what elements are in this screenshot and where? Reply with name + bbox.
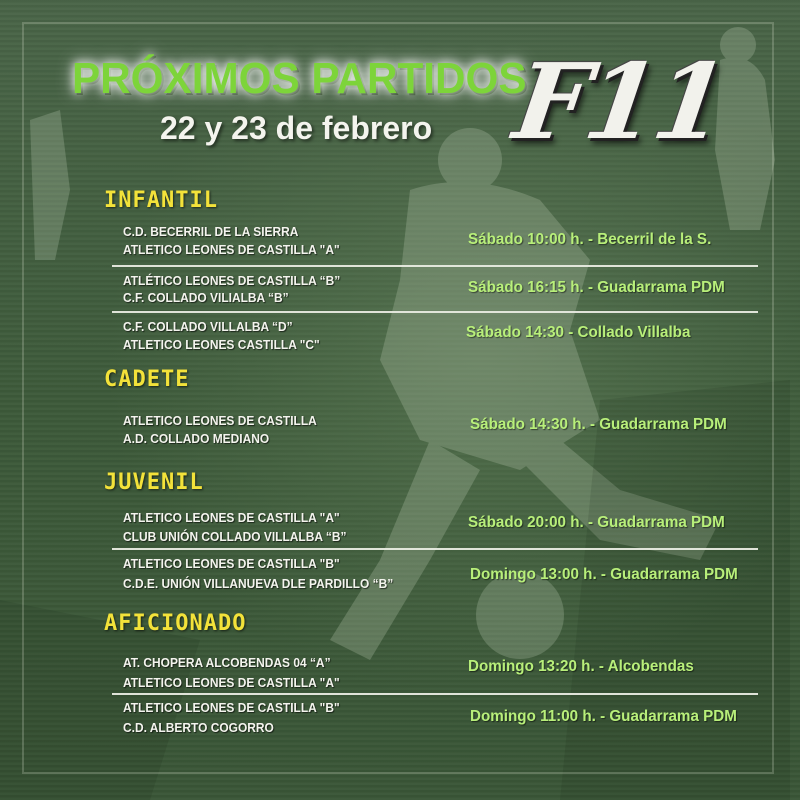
- match-away-team: C.D. ALBERTO COGORRO: [123, 720, 274, 735]
- match-info: Sábado 10:00 h. - Becerril de la S.: [468, 231, 712, 248]
- match-home-team: ATLETICO LEONES DE CASTILLA "A": [123, 510, 340, 525]
- match-date: 22 y 23 de febrero: [160, 110, 433, 146]
- match-info: Domingo 13:20 h. - Alcobendas: [468, 658, 694, 675]
- match-away-team: A.D. COLLADO MEDIANO: [123, 431, 270, 446]
- match-home-team: ATLETICO LEONES DE CASTILLA: [123, 413, 317, 428]
- match-away-team: C.D.E. UNIÓN VILLANUEVA DLE PARDILLO “B”: [123, 576, 394, 591]
- category-aficionado: AFICIONADO: [104, 611, 247, 636]
- match-away-team: ATLETICO LEONES DE CASTILLA "A": [123, 675, 340, 690]
- match-separator: [112, 548, 758, 550]
- match-info: Sábado 20:00 h. - Guadarrama PDM: [468, 514, 725, 531]
- match-separator: [112, 311, 758, 313]
- match-separator: [112, 265, 758, 267]
- match-home-team: ATLETICO LEONES DE CASTILLA "B": [123, 556, 340, 571]
- match-info: Domingo 13:00 h. - Guadarrama PDM: [470, 566, 738, 583]
- match-home-team: ATLÉTICO LEONES DE CASTILLA “B”: [123, 273, 341, 288]
- match-away-team: C.F. COLLADO VILIALBA “B”: [123, 290, 289, 305]
- category-cadete: CADETE: [104, 367, 190, 392]
- match-home-team: ATLETICO LEONES DE CASTILLA "B": [123, 700, 340, 715]
- category-infantil: INFANTIL: [104, 188, 218, 213]
- match-away-team: CLUB UNIÓN COLLADO VILLALBA “B”: [123, 529, 347, 544]
- match-info: Sábado 16:15 h. - Guadarrama PDM: [468, 279, 725, 296]
- match-separator: [112, 693, 758, 695]
- match-info: Domingo 11:00 h. - Guadarrama PDM: [470, 708, 737, 725]
- match-away-team: ATLETICO LEONES DE CASTILLA "A": [123, 242, 340, 257]
- match-home-team: AT. CHOPERA ALCOBENDAS 04 “A”: [123, 655, 331, 670]
- page-title: PRÓXIMOS PARTIDOS: [72, 54, 527, 103]
- match-home-team: C.F. COLLADO VILLALBA “D”: [123, 319, 293, 334]
- category-juvenil: JUVENIL: [104, 470, 204, 495]
- match-away-team: ATLETICO LEONES CASTILLA "C": [123, 337, 320, 352]
- match-info: Sábado 14:30 h. - Guadarrama PDM: [470, 416, 727, 433]
- f11-badge: F11: [507, 40, 732, 163]
- match-info: Sábado 14:30 - Collado Villalba: [466, 324, 691, 341]
- match-home-team: C.D. BECERRIL DE LA SIERRA: [123, 224, 299, 239]
